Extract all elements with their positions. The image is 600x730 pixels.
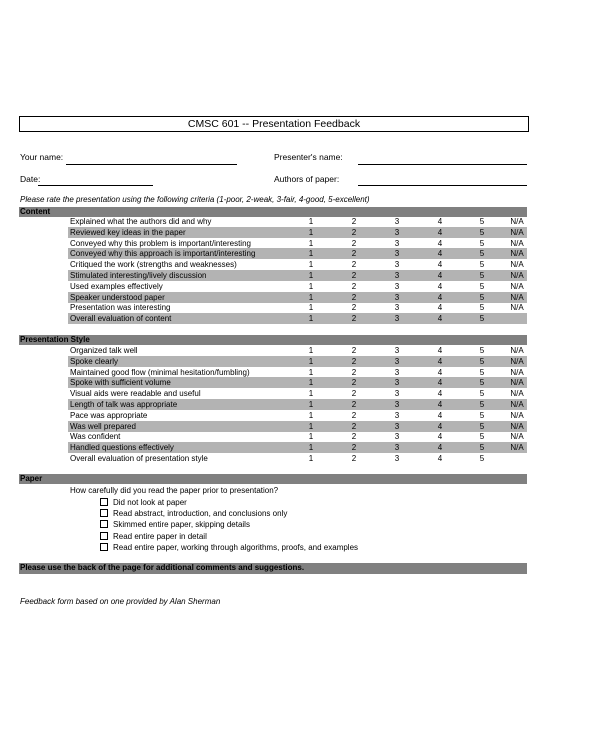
criterion-label: Spoke with sufficient volume (70, 378, 171, 388)
rating-option-3[interactable]: 3 (394, 432, 400, 442)
rating-option-na[interactable]: N/A (510, 356, 524, 366)
rating-option-5[interactable]: 5 (479, 400, 485, 409)
table-row (68, 377, 527, 388)
paper-option-label: Skimmed entire paper, skipping details (113, 520, 250, 530)
rating-option-1[interactable]: 1 (308, 443, 314, 453)
rating-option-2[interactable]: 2 (351, 217, 357, 226)
rating-option-5[interactable]: 5 (479, 249, 485, 259)
rating-option-1[interactable]: 1 (308, 303, 314, 313)
rating-option-na[interactable]: N/A (510, 432, 524, 442)
paper-option[interactable] (100, 542, 358, 553)
criterion-label: Overall evaluation of presentation style (70, 454, 208, 463)
rating-option-5[interactable]: 5 (479, 410, 485, 420)
rating-option-4[interactable]: 4 (437, 281, 443, 291)
rating-option-4[interactable]: 4 (437, 389, 443, 399)
criterion-label: Used examples effectively (70, 281, 163, 291)
rating-option-1[interactable]: 1 (308, 454, 314, 463)
rating-option-2[interactable]: 2 (351, 443, 357, 453)
rating-option-3[interactable]: 3 (394, 346, 400, 355)
paper-option[interactable] (100, 497, 187, 508)
rating-option-1[interactable]: 1 (308, 356, 314, 366)
rating-option-5[interactable]: 5 (479, 217, 485, 226)
criterion-label: Maintained good flow (minimal hesitation/fumbling) (70, 367, 250, 377)
rating-option-1[interactable]: 1 (308, 281, 314, 291)
rating-option-3[interactable]: 3 (394, 367, 400, 377)
rating-option-2[interactable]: 2 (351, 281, 357, 291)
rating-option-1[interactable]: 1 (308, 238, 314, 248)
style-section-header: Presentation Style (19, 335, 527, 345)
date-label: Date: (20, 174, 41, 184)
rating-option-3[interactable]: 3 (394, 227, 400, 237)
rating-instructions: Please rate the presentation using the following criteria (1-poor, 2-weak, 3-fair, 4-good, 5-excellent) (20, 195, 370, 204)
rating-option-2[interactable]: 2 (351, 271, 357, 280)
rating-option-5[interactable]: 5 (479, 356, 485, 366)
rating-option-4[interactable]: 4 (437, 292, 443, 302)
rating-option-1[interactable]: 1 (308, 389, 314, 399)
paper-option[interactable] (100, 519, 250, 530)
table-row (68, 302, 527, 313)
rating-option-na[interactable]: N/A (510, 227, 524, 237)
table-row (68, 238, 527, 249)
rating-option-4[interactable]: 4 (437, 227, 443, 237)
presenter-name-field[interactable] (358, 164, 527, 165)
checkbox-icon[interactable] (100, 509, 108, 517)
form-title: CMSC 601 -- Presentation Feedback (19, 116, 529, 132)
rating-option-4[interactable]: 4 (437, 410, 443, 420)
rating-option-3[interactable]: 3 (394, 314, 400, 324)
table-row (68, 281, 527, 292)
criterion-label: Stimulated interesting/lively discussion (70, 271, 207, 280)
rating-option-4[interactable]: 4 (437, 432, 443, 442)
rating-option-5[interactable]: 5 (479, 260, 485, 270)
rating-option-4[interactable]: 4 (437, 443, 443, 453)
paper-option-label: Read abstract, introduction, and conclusions only (113, 509, 288, 519)
rating-option-1[interactable]: 1 (308, 217, 314, 226)
rating-option-3[interactable]: 3 (394, 421, 400, 431)
rating-option-na[interactable]: N/A (510, 421, 524, 431)
rating-option-2[interactable]: 2 (351, 378, 357, 388)
rating-option-2[interactable]: 2 (351, 356, 357, 366)
rating-option-4[interactable]: 4 (437, 378, 443, 388)
paper-question: How carefully did you read the paper prior to presentation? (70, 486, 279, 495)
checkbox-icon[interactable] (100, 543, 108, 551)
checkbox-icon[interactable] (100, 498, 108, 506)
rating-option-2[interactable]: 2 (351, 367, 357, 377)
rating-option-1[interactable]: 1 (308, 227, 314, 237)
rating-option-3[interactable]: 3 (394, 292, 400, 302)
content-section-header: Content (19, 207, 527, 217)
rating-option-2[interactable]: 2 (351, 303, 357, 313)
rating-option-na[interactable]: N/A (510, 260, 524, 270)
rating-option-na[interactable]: N/A (510, 238, 524, 248)
rating-option-3[interactable]: 3 (394, 443, 400, 453)
rating-option-1[interactable]: 1 (308, 271, 314, 280)
table-row (68, 410, 527, 421)
rating-option-5[interactable]: 5 (479, 281, 485, 291)
rating-option-1[interactable]: 1 (308, 292, 314, 302)
comments-bar: Please use the back of the page for additional comments and suggestions. (19, 563, 527, 574)
rating-option-1[interactable]: 1 (308, 421, 314, 431)
rating-option-4[interactable]: 4 (437, 421, 443, 431)
table-row (68, 259, 527, 270)
criterion-label: Overall evaluation of content (70, 314, 172, 324)
rating-option-1[interactable]: 1 (308, 346, 314, 355)
checkbox-icon[interactable] (100, 532, 108, 540)
paper-option-label: Read entire paper, working through algorithms, proofs, and examples (113, 542, 359, 552)
table-row (68, 227, 527, 238)
criterion-label: Reviewed key ideas in the paper (70, 227, 186, 237)
rating-option-2[interactable]: 2 (351, 346, 357, 355)
rating-option-2[interactable]: 2 (351, 314, 357, 324)
rating-option-4[interactable]: 4 (437, 271, 443, 280)
rating-option-na[interactable]: N/A (510, 292, 524, 302)
rating-option-5[interactable]: 5 (479, 346, 485, 355)
rating-option-3[interactable]: 3 (394, 303, 400, 313)
date-field[interactable] (38, 185, 153, 186)
paper-section-header: Paper (19, 474, 527, 484)
criterion-label: Organized talk well (70, 346, 138, 355)
rating-option-4[interactable]: 4 (437, 238, 443, 248)
paper-option-label: Did not look at paper (113, 498, 187, 507)
rating-option-2[interactable]: 2 (351, 238, 357, 248)
table-row (68, 388, 527, 399)
rating-option-5[interactable]: 5 (479, 432, 485, 442)
criterion-label: Was well prepared (70, 421, 136, 431)
rating-option-4[interactable]: 4 (437, 303, 443, 313)
rating-option-3[interactable]: 3 (394, 356, 400, 366)
rating-option-na[interactable]: N/A (510, 217, 524, 226)
checkbox-icon[interactable] (100, 520, 108, 528)
authors-field[interactable] (358, 185, 527, 186)
paper-option[interactable] (100, 508, 287, 519)
rating-option-na[interactable]: N/A (510, 378, 524, 388)
rating-option-5[interactable]: 5 (479, 454, 485, 463)
rating-option-5[interactable]: 5 (479, 314, 485, 324)
rating-option-2[interactable]: 2 (351, 260, 357, 270)
table-row (68, 216, 527, 227)
rating-option-4[interactable]: 4 (437, 260, 443, 270)
rating-option-4[interactable]: 4 (437, 367, 443, 377)
rating-option-3[interactable]: 3 (394, 217, 400, 226)
rating-option-3[interactable]: 3 (394, 271, 400, 280)
criterion-label: Visual aids were readable and useful (70, 389, 201, 399)
table-row (68, 431, 527, 442)
rating-option-3[interactable]: 3 (394, 378, 400, 388)
rating-option-na[interactable]: N/A (510, 281, 524, 291)
rating-option-4[interactable]: 4 (437, 454, 443, 463)
rating-option-3[interactable]: 3 (394, 410, 400, 420)
table-row (68, 356, 527, 367)
paper-option-label: Read entire paper in detail (113, 531, 207, 541)
criterion-label: Speaker understood paper (70, 292, 165, 302)
footer-note: Feedback form based on one provided by Alan Sherman (20, 597, 221, 606)
rating-option-3[interactable]: 3 (394, 238, 400, 248)
rating-option-na[interactable]: N/A (510, 271, 524, 280)
rating-option-2[interactable]: 2 (351, 454, 357, 463)
rating-option-4[interactable]: 4 (437, 217, 443, 226)
rating-option-1[interactable]: 1 (308, 410, 314, 420)
criterion-label: Presentation was interesting (70, 303, 171, 313)
rating-option-na[interactable]: N/A (510, 443, 524, 453)
rating-option-4[interactable]: 4 (437, 346, 443, 355)
rating-option-1[interactable]: 1 (308, 249, 314, 259)
rating-option-5[interactable]: 5 (479, 227, 485, 237)
rating-option-na[interactable]: N/A (510, 346, 524, 355)
table-row (68, 367, 527, 378)
rating-option-3[interactable]: 3 (394, 260, 400, 270)
rating-option-1[interactable]: 1 (308, 367, 314, 377)
paper-option[interactable] (100, 531, 207, 542)
rating-option-3[interactable]: 3 (394, 454, 400, 463)
rating-option-na[interactable]: N/A (510, 303, 524, 313)
your-name-label: Your name: (20, 152, 64, 162)
rating-option-3[interactable]: 3 (394, 400, 400, 409)
rating-option-1[interactable]: 1 (308, 314, 314, 324)
rating-option-2[interactable]: 2 (351, 389, 357, 399)
table-row (68, 248, 527, 259)
rating-option-2[interactable]: 2 (351, 292, 357, 302)
rating-option-2[interactable]: 2 (351, 432, 357, 442)
rating-option-2[interactable]: 2 (351, 400, 357, 409)
criterion-label: Conveyed why this problem is important/interesting (70, 238, 251, 248)
rating-option-5[interactable]: 5 (479, 238, 485, 248)
rating-option-2[interactable]: 2 (351, 421, 357, 431)
rating-option-3[interactable]: 3 (394, 389, 400, 399)
rating-option-na[interactable]: N/A (510, 400, 524, 409)
rating-option-1[interactable]: 1 (308, 432, 314, 442)
table-row (68, 421, 527, 432)
rating-option-4[interactable]: 4 (437, 400, 443, 409)
rating-option-4[interactable]: 4 (437, 249, 443, 259)
criterion-label: Was confident (70, 432, 121, 442)
rating-option-5[interactable]: 5 (479, 271, 485, 280)
rating-option-na[interactable]: N/A (510, 367, 524, 377)
table-row (68, 313, 527, 324)
rating-option-2[interactable]: 2 (351, 249, 357, 259)
authors-label: Authors of paper: (274, 174, 340, 184)
presenter-name-label: Presenter's name: (274, 152, 343, 162)
table-row (68, 453, 527, 464)
rating-option-4[interactable]: 4 (437, 314, 443, 324)
rating-option-2[interactable]: 2 (351, 410, 357, 420)
rating-option-1[interactable]: 1 (308, 378, 314, 388)
rating-option-na[interactable]: N/A (510, 389, 524, 399)
rating-option-na[interactable]: N/A (510, 410, 524, 420)
criterion-label: Length of talk was appropriate (70, 400, 178, 409)
criterion-label: Critiqued the work (strengths and weaknesses) (70, 260, 237, 270)
rating-option-3[interactable]: 3 (394, 249, 400, 259)
table-row (68, 270, 527, 281)
criterion-label: Spoke clearly (70, 356, 119, 366)
rating-option-3[interactable]: 3 (394, 281, 400, 291)
rating-option-1[interactable]: 1 (308, 400, 314, 409)
criterion-label: Explained what the authors did and why (70, 217, 212, 226)
rating-option-4[interactable]: 4 (437, 356, 443, 366)
table-row (68, 442, 527, 453)
rating-option-na[interactable]: N/A (510, 249, 524, 259)
table-row (68, 345, 527, 356)
rating-option-2[interactable]: 2 (351, 227, 357, 237)
criterion-label: Pace was appropriate (70, 410, 148, 420)
table-row (68, 399, 527, 410)
criterion-label: Conveyed why this approach is important/interesting (70, 249, 256, 259)
rating-option-1[interactable]: 1 (308, 260, 314, 270)
rating-option-5[interactable]: 5 (479, 367, 485, 377)
rating-option-5[interactable]: 5 (479, 443, 485, 453)
rating-option-5[interactable]: 5 (479, 421, 485, 431)
table-row (68, 292, 527, 303)
criterion-label: Handled questions effectively (70, 443, 174, 453)
rating-option-5[interactable]: 5 (479, 303, 485, 313)
rating-option-5[interactable]: 5 (479, 389, 485, 399)
rating-option-5[interactable]: 5 (479, 292, 485, 302)
rating-option-5[interactable]: 5 (479, 378, 485, 388)
your-name-field[interactable] (66, 164, 237, 165)
